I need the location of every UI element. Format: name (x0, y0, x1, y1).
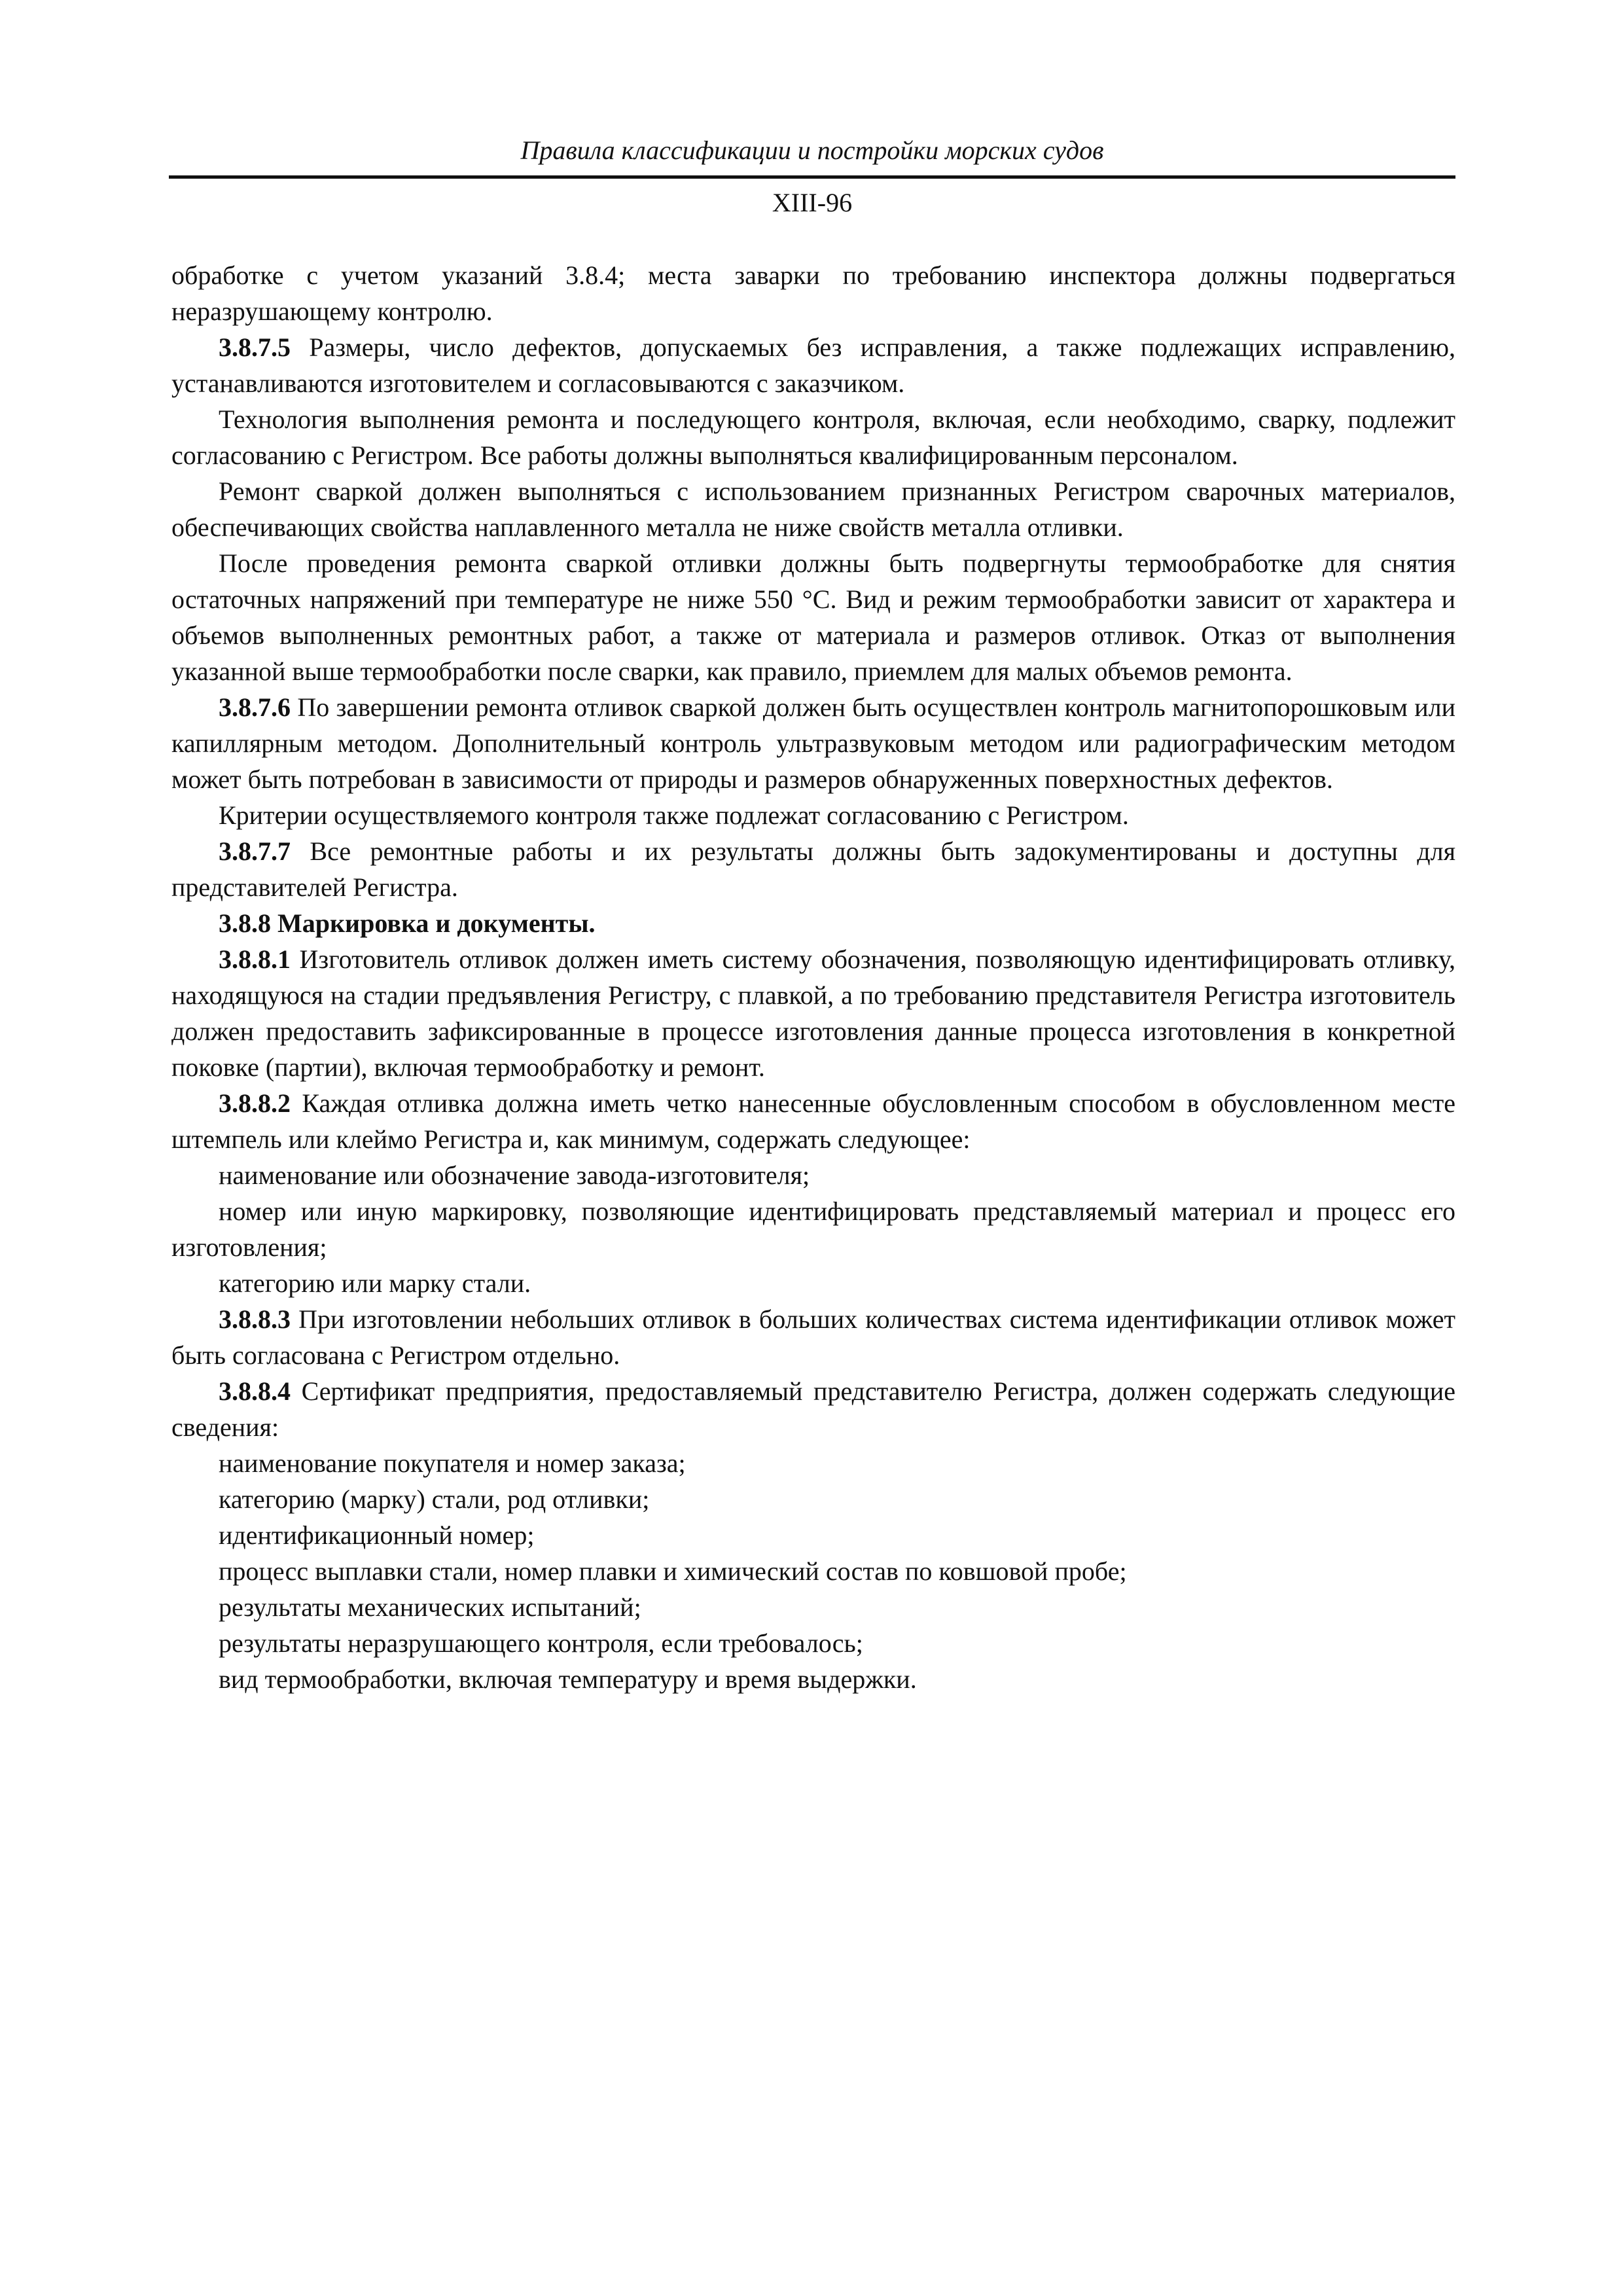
clause-number: 3.8.8.4 (219, 1376, 291, 1406)
list-item: результаты неразрушающего контроля, если требовалось; (219, 1628, 863, 1658)
list-item: наименование или обозначение завода-изготовителя; (219, 1160, 810, 1190)
body-text (171, 257, 1455, 1697)
paragraph: 3.8.7.7 Все ремонтные работы и их результаты должны быть задокументированы и доступны для представителей Регистра. (171, 836, 1456, 902)
paragraph: Ремонт сваркой должен выполняться с использованием признанных Регистром сварочных материалов, обеспечивающих свойства наплавленного металла не ниже свойств металла отливки. (171, 476, 1455, 542)
section-heading: 3.8.8 Маркировка и документы. (219, 908, 596, 938)
paragraph: обработке с учетом указаний 3.8.4; места заварки по требованию инспектора должны подвергаться неразрушающему контролю. (171, 260, 1455, 326)
paragraph: 3.8.7.5 Размеры, число дефектов, допускаемых без исправления, а также подлежащих исправлению, устанавливаются изготовителем и согласовываются с заказчиком. (171, 332, 1456, 398)
list-item: вид термообработки, включая температуру и время выдержки. (219, 1664, 917, 1694)
header-rule (169, 175, 1455, 179)
running-title: Правила классификации и постройки морских судов (520, 135, 1104, 165)
clause-number: 3.8.7.7 (219, 836, 291, 866)
paragraph: 3.8.8.3 При изготовлении небольших отливок в больших количествах система идентификации отливок может быть согласована с Регистром отдельно. (171, 1304, 1456, 1370)
page-number: XIII-96 (772, 188, 853, 217)
paragraph: 3.8.7.6 По завершении ремонта отливок сваркой должен быть осуществлен контроль магнитопорошковым или капиллярным методом. Дополнительный контроль ультразвуковым методом или радиографическим методом может быть потребован в зависимости от природы и размеров обнаруженных поверхностных дефектов. (171, 692, 1455, 794)
list-item: номер или иную маркировку, позволяющие идентифицировать представляемый материал и процесс его изготовления; (171, 1196, 1455, 1262)
list-item: категорию или марку стали. (219, 1268, 531, 1298)
list-item: идентификационный номер; (219, 1520, 535, 1550)
list-item: наименование покупателя и номер заказа; (219, 1448, 686, 1478)
paragraph: 3.8.8.2 Каждая отливка должна иметь четко нанесенные обусловленным способом в обусловленном месте штемпель или клеймо Регистра и, как минимум, содержать следующее: (171, 1088, 1455, 1154)
clause-number: 3.8.8.3 (219, 1304, 291, 1334)
paragraph: Технология выполнения ремонта и последующего контроля, включая, если необходимо, сварку, подлежит согласованию с Регистром. Все работы должны выполняться квалифицированным персоналом. (171, 404, 1455, 470)
clause-number: 3.8.7.6 (219, 692, 291, 722)
clause-number: 3.8.7.5 (219, 332, 291, 362)
paragraph: Критерии осуществляемого контроля также подлежат согласованию с Регистром. (219, 800, 1129, 830)
list-item: результаты механических испытаний; (219, 1592, 641, 1622)
paragraph: 3.8.8.1 Изготовитель отливок должен иметь систему обозначения, позволяющую идентифицировать отливку, находящуюся на стадии предъявления Регистру, с плавкой, а по требованию представителя Регистра изготовитель должен предоставить зафиксированные в процессе изготовления данные процесса изготовления в конкретной поковке (партии), включая термообработку и ремонт. (171, 944, 1456, 1082)
clause-number: 3.8.8.1 (219, 944, 291, 974)
paragraph: После проведения ремонта сваркой отливки должны быть подвергнуты термообработке для снятия остаточных напряжений при температуре не ниже 550 °С. Вид и режим термообработки зависит от характера и объемов выполненных ремонтных работ, а также от материала и размеров отливок. Отказ от выполнения указанной выше термообработки после сварки, как правило, приемлем для малых объемов ремонта. (171, 548, 1455, 686)
clause-number: 3.8.8.2 (219, 1088, 291, 1118)
list-item: категорию (марку) стали, род отливки; (219, 1484, 650, 1514)
list-item: процесс выплавки стали, номер плавки и химический состав по ковшовой пробе; (219, 1556, 1127, 1586)
paragraph: 3.8.8.4 Сертификат предприятия, предоставляемый представителю Регистра, должен содержать следующие сведения: (171, 1376, 1455, 1442)
